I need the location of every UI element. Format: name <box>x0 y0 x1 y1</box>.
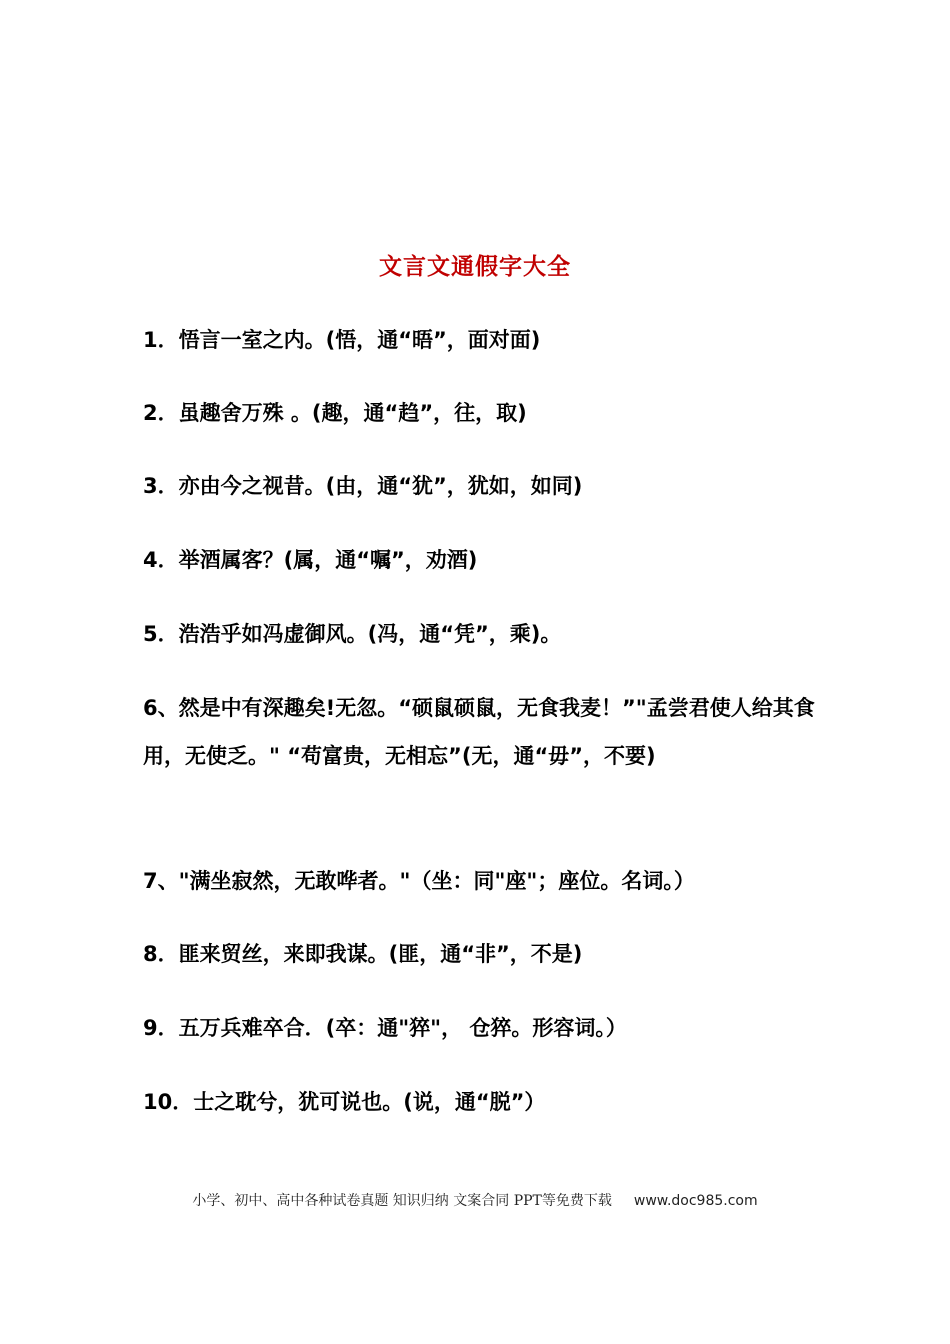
footer-site-link[interactable]: www.doc985.com <box>633 1193 758 1209</box>
list-item-5: 5．浩浩乎如冯虚御风。(冯，通“凭”，乘)。 <box>143 622 562 646</box>
list-item-6: 6、然是中有深趣矣!无忽。“硕鼠硕鼠，无食我麦！”"孟尝君使人给其食用，无使乏。" “苟富贵，无相忘”(无，通“毋”，不要) <box>143 696 815 768</box>
list-item-7: 7、"满坐寂然，无敢哗者。"（坐：同"座"；座位。名词。） <box>143 869 695 893</box>
list-item-1: 1．悟言一室之内。(悟，通“晤”，面对面) <box>143 328 541 352</box>
footer-text: 小学、初中、高中各种试卷真题 知识归纳 文案合同 PPT等免费下载 <box>192 1193 612 1209</box>
list-item-4: 4．举酒属客？(属，通“嘱”，劝酒) <box>143 548 478 572</box>
list-item-9: 9．五万兵难卒合．(卒：通"猝"， 仓猝。形容词。） <box>143 1016 627 1040</box>
list-item-8: 8．匪来贸丝，来即我谋。(匪，通“非”，不是) <box>143 942 583 966</box>
list-item-3: 3．亦由今之视昔。(由，通“犹”，犹如，如同) <box>143 474 583 498</box>
page-footer <box>0 1190 950 1210</box>
list-item-2: 2．虽趣舍万殊 。(趣，通“趋”，往，取) <box>143 401 527 425</box>
document-title: 文言文通假字大全 <box>379 254 571 280</box>
list-item-10: 10．士之耽兮，犹可说也。(说，通“脱”） <box>143 1090 546 1114</box>
